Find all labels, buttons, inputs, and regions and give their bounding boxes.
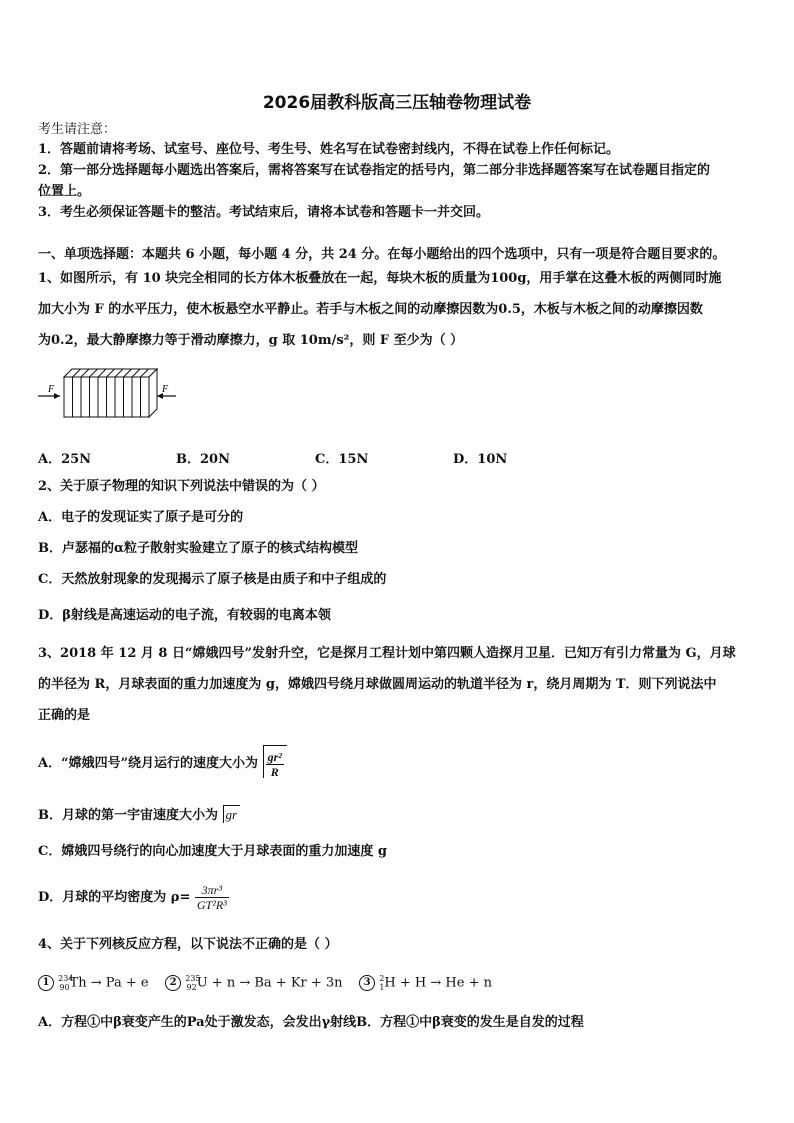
q1-option-b: B．20N <box>176 452 230 467</box>
eq2-marker: 2 <box>165 975 181 991</box>
q3-option-d <box>38 882 229 914</box>
q3-option-a-den: R <box>270 764 279 779</box>
q4-eq3: H + H → He + n <box>384 975 492 991</box>
q3-option-b-sqrt: gr <box>223 805 241 823</box>
q1-option-a: A．25N <box>38 452 92 467</box>
q3-line2: 的半径为 R，月球表面的重力加速度为 g，嫦娥四号绕月球做圆周运动的轨道半径为 r，绕月周期为 T．则下列说法中 <box>38 677 717 692</box>
q3-option-a <box>38 745 287 781</box>
notice-1: 1．答题前请将考场、试室号、座位号、考生号、姓名写在试卷密封线内，不得在试卷上作任何标记。 <box>38 142 620 157</box>
q3-option-d-frac <box>195 883 229 912</box>
q2-option-b: B．卢瑟福的α粒子散射实验建立了原子的核式结构模型 <box>38 541 358 556</box>
q1-line1: 1、如图所示，有 10 块完全相同的长方体木板叠放在一起，每块木板的质量为100g，用手掌在这叠木板的两侧同时施 <box>38 271 722 286</box>
q3-option-d-text: D．月球的平均密度为 ρ= <box>38 890 191 905</box>
q3-option-a-text: A．“嫦娥四号”绕月运行的速度大小为 <box>38 756 259 771</box>
q3-option-b-text: B．月球的第一宇宙速度大小为 <box>38 808 218 823</box>
q2-option-a: A．电子的发现证实了原子是可分的 <box>38 510 244 525</box>
q3-option-d-num: 3πr³ <box>195 883 229 898</box>
notice-header: 考生请注意： <box>38 122 117 137</box>
q3-line3: 正确的是 <box>38 708 91 723</box>
q4-stem: 4、关于下列核反应方程，以下说法不正确的是（ ） <box>38 937 338 952</box>
q3-option-a-frac <box>266 750 284 779</box>
q2-stem: 2、关于原子物理的知识下列说法中错误的为（ ） <box>38 479 325 494</box>
q4-eq1: Th → Pa + e <box>69 975 149 991</box>
q3-option-b <box>38 805 240 824</box>
q1-line3: 为0.2，最大静摩擦力等于滑动摩擦力，g 取 10m/s²，则 F 至少为（ ） <box>38 333 464 348</box>
q3-line1: 3、2018 年 12 月 8 日“嫦娥四号”发射升空，它是探月工程计划中第四颗人造探月卫星．已知万有引力常量为 G，月球 <box>38 646 736 661</box>
q1-line2: 加大小为 F 的水平压力，使木板悬空水平静止。若手与木板之间的动摩擦因数为0.5，木板与木板之间的动摩擦因数 <box>38 302 703 317</box>
eq1-marker: 1 <box>38 975 54 991</box>
notice-3: 3．考生必须保证答题卡的整洁。考试结束后，请将本试卷和答题卡一并交回。 <box>38 205 490 220</box>
q2-option-c: C．天然放射现象的发现揭示了原子核是由质子和中子组成的 <box>38 572 387 587</box>
q4-equations: 1 $^{234}_{90}$Th → Pa + e 2 $^{235}_{92}$U + n → Ba + Kr + 3n 3 $^2_1$H + H → He + n <box>38 970 492 996</box>
exam-title: 2026届教科版高三压轴卷物理试卷 <box>262 93 532 113</box>
notice-2-cont: 位置上。 <box>38 184 91 199</box>
q1-option-c: C．15N <box>315 452 369 467</box>
q3-option-a-sqrt <box>263 745 287 778</box>
q3-option-a-num: gr² <box>267 749 282 764</box>
force-right-label: F <box>162 384 169 395</box>
q1-option-d: D．10N <box>453 452 508 467</box>
q4-eq2: U + n → Ba + Kr + 3n <box>196 975 343 991</box>
q3-option-d-den: GT²R³ <box>196 898 227 912</box>
force-left-label: F <box>48 384 55 395</box>
q4-option-a: A．方程①中β衰变产生的Pa处于激发态，会发出γ射线B．方程①中β衰变的发生是自发的过程 <box>38 1015 584 1030</box>
section-heading: 一、单项选择题：本题共 6 小题，每小题 4 分，共 24 分。在每小题给出的四个选项中，只有一项是符合题目要求的。 <box>38 247 726 262</box>
boards-figure <box>38 365 178 425</box>
eq3-marker: 3 <box>359 975 375 991</box>
notice-2: 2．第一部分选择题每小题选出答案后，需将答案写在试卷指定的括号内，第二部分非选择题答案写在试卷题目指定的 <box>38 163 711 178</box>
q3-option-c: C．嫦娥四号绕行的向心加速度大于月球表面的重力加速度 g <box>38 844 387 859</box>
q2-option-d: D．β射线是高速运动的电子流，有较弱的电离本领 <box>38 608 331 623</box>
